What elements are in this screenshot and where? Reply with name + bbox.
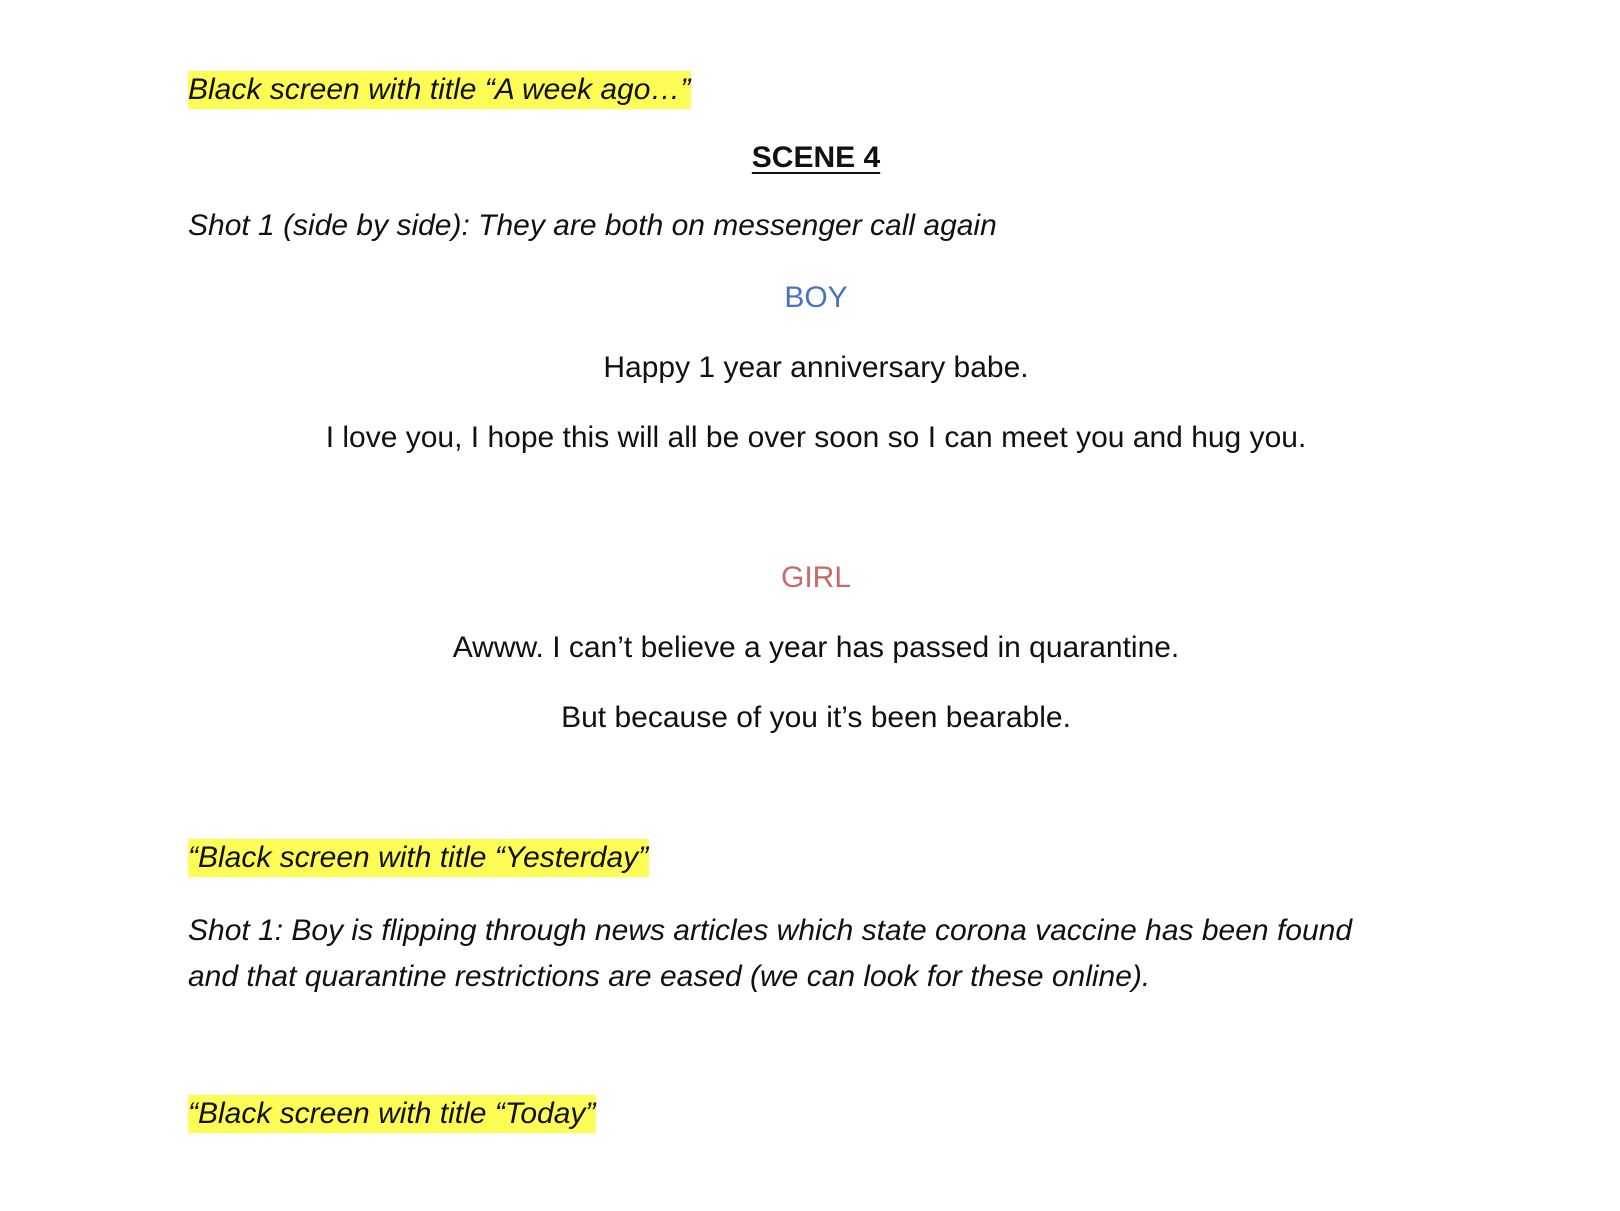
highlighted-text: “Black screen with title “Today” bbox=[188, 1095, 596, 1133]
highlighted-text: “Black screen with title “Yesterday” bbox=[188, 839, 649, 877]
character-girl: GIRL bbox=[780, 561, 852, 594]
dialogue-girl-line-2: But because of you it’s been bearable. bbox=[561, 701, 1071, 734]
scene-heading bbox=[0, 140, 1620, 176]
shot-direction-1: Shot 1 (side by side): They are both on messenger call again bbox=[188, 209, 997, 242]
title-card-yesterday bbox=[188, 840, 649, 876]
highlighted-text: Black screen with title “A week ago…” bbox=[188, 71, 691, 109]
title-card-a-week-ago bbox=[188, 72, 691, 108]
character-boy: BOY bbox=[784, 281, 848, 314]
dialogue-boy-line-1: Happy 1 year anniversary babe. bbox=[603, 351, 1029, 384]
dialogue-boy-line-2: I love you, I hope this will all be over soon so I can meet you and hug you. bbox=[325, 421, 1307, 454]
scene-heading-text: SCENE 4 bbox=[751, 141, 881, 174]
shot-direction-2: Shot 1: Boy is flipping through news articles which state corona vaccine has been found and that quarantine restrictions are eased (we can look for these online). bbox=[188, 914, 1353, 993]
title-card-today bbox=[188, 1096, 596, 1132]
dialogue-girl-line-1: Awww. I can’t believe a year has passed in quarantine. bbox=[452, 631, 1180, 664]
